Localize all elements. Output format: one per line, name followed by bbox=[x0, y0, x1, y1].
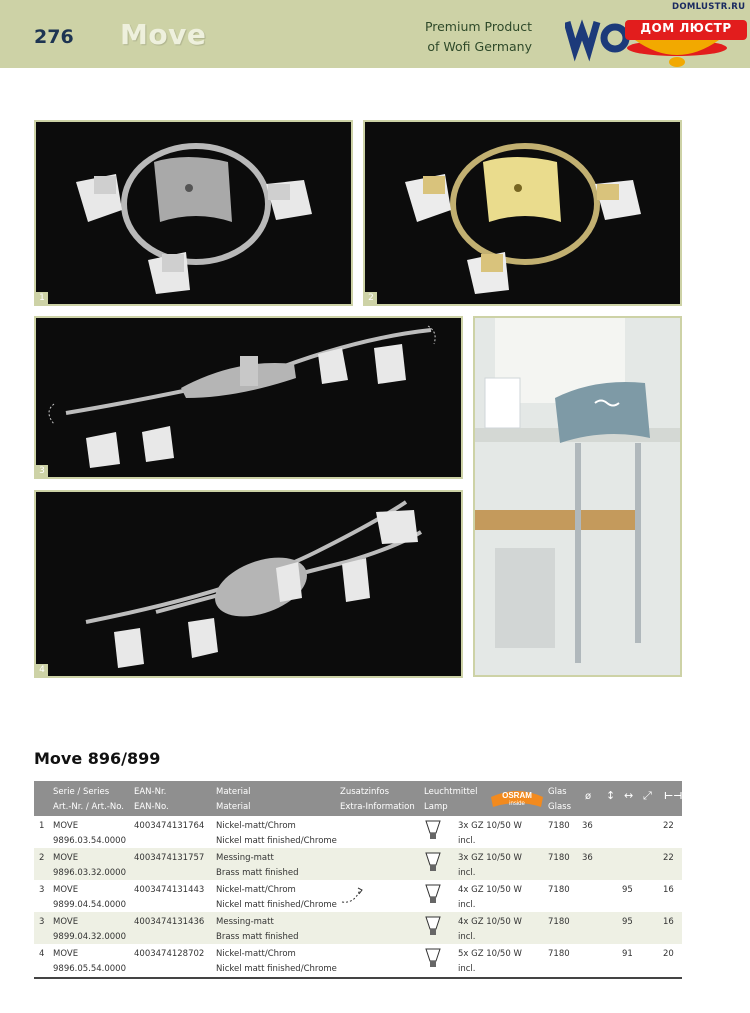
header-lamp-label-1: Leuchtmittel bbox=[424, 787, 478, 797]
row-series: MOVE bbox=[53, 821, 79, 831]
row-lamp-incl: incl. bbox=[458, 932, 476, 942]
row-height: 16 bbox=[663, 885, 674, 895]
svg-text:OSRAM: OSRAM bbox=[502, 791, 532, 800]
row-material-cell bbox=[216, 947, 337, 977]
swivel-arrow-icon bbox=[340, 886, 364, 906]
product-title: Move 896/899 bbox=[34, 749, 161, 768]
header-material-label-2: Material bbox=[216, 802, 251, 812]
row-material-en: Brass matt finished bbox=[216, 932, 299, 942]
row-height: 20 bbox=[663, 949, 674, 959]
row-material-de: Nickel-matt/Chrom bbox=[216, 949, 296, 959]
row-lamp-incl: incl. bbox=[458, 900, 476, 910]
row-length: 91 bbox=[622, 949, 633, 959]
fixture-illustration-3 bbox=[36, 318, 463, 479]
row-material-cell bbox=[216, 819, 337, 849]
row-number: 3 bbox=[39, 917, 45, 927]
header-ean bbox=[134, 785, 169, 815]
row-series-cell bbox=[53, 947, 126, 977]
height-icon: ↕ bbox=[606, 789, 616, 802]
row-glass: 7180 bbox=[548, 821, 570, 831]
row-material-cell bbox=[216, 915, 299, 945]
table-row bbox=[34, 816, 682, 848]
row-ean: 4003474131436 bbox=[134, 917, 205, 927]
row-number: 3 bbox=[39, 885, 45, 895]
row-glass: 7180 bbox=[548, 853, 570, 863]
product-photo-4 bbox=[34, 490, 463, 678]
row-lamp: 4x GZ 10/50 W bbox=[458, 885, 522, 895]
lamp-bulb-icon bbox=[424, 819, 442, 843]
lamp-bulb-icon bbox=[424, 947, 442, 971]
row-lamp: 4x GZ 10/50 W bbox=[458, 917, 522, 927]
table-row bbox=[34, 912, 682, 944]
table-row bbox=[34, 944, 682, 976]
row-length: 95 bbox=[622, 885, 633, 895]
row-material-de: Messing-matt bbox=[216, 917, 274, 927]
premium-line-1: Premium Product bbox=[424, 19, 532, 34]
row-lamp: 3x GZ 10/50 W bbox=[458, 853, 522, 863]
photo-label-1: 1 bbox=[36, 292, 48, 304]
room-illustration bbox=[475, 318, 680, 675]
product-photo-2 bbox=[363, 120, 682, 306]
row-lamp: 3x GZ 10/50 W bbox=[458, 821, 522, 831]
lamp-bulb-icon bbox=[424, 915, 442, 939]
row-series: MOVE bbox=[53, 885, 79, 895]
row-artno: 9896.05.54.0000 bbox=[53, 964, 127, 974]
row-artno: 9899.04.54.0000 bbox=[53, 900, 127, 910]
swivel-icon: ⤢ bbox=[643, 789, 652, 802]
logo-text: ДОМ ЛЮСТР bbox=[640, 21, 732, 35]
diameter-icon: ø bbox=[585, 791, 592, 802]
header-glass-label-2: Glass bbox=[548, 802, 572, 812]
row-lamp-incl: incl. bbox=[458, 868, 476, 878]
product-photo-1 bbox=[34, 120, 353, 306]
row-material-en: Nickel matt finished/Chrome bbox=[216, 900, 337, 910]
header-glass bbox=[548, 785, 571, 815]
row-glass: 7180 bbox=[548, 917, 570, 927]
svg-text:inside: inside bbox=[509, 801, 525, 807]
photo-label-4: 4 bbox=[36, 664, 48, 676]
length-icon: ↔ bbox=[624, 789, 634, 802]
row-number: 4 bbox=[39, 949, 45, 959]
series-title: Move bbox=[120, 18, 207, 51]
row-material-cell bbox=[216, 883, 337, 913]
row-artno: 9896.03.54.0000 bbox=[53, 836, 127, 846]
header-extra bbox=[340, 785, 415, 815]
row-lamp-incl: incl. bbox=[458, 836, 476, 846]
row-lamp-incl: incl. bbox=[458, 964, 476, 974]
lamp-bulb-icon bbox=[424, 883, 442, 907]
row-material-de: Nickel-matt/Chrom bbox=[216, 885, 296, 895]
row-material-cell bbox=[216, 851, 299, 881]
header-lamp-label-2: Lamp bbox=[424, 802, 448, 812]
row-lamp-cell bbox=[458, 819, 522, 849]
row-ean: 4003474131443 bbox=[134, 885, 205, 895]
row-material-de: Nickel-matt/Chrom bbox=[216, 821, 296, 831]
header-material bbox=[216, 785, 251, 815]
row-diameter: 36 bbox=[582, 853, 593, 863]
header-series bbox=[53, 785, 124, 815]
header-lamp bbox=[424, 785, 478, 815]
row-material-en: Nickel matt finished/Chrome bbox=[216, 964, 337, 974]
fixture-illustration-4 bbox=[36, 492, 463, 678]
row-material-en: Brass matt finished bbox=[216, 868, 299, 878]
row-series-cell bbox=[53, 915, 126, 945]
row-series-cell bbox=[53, 819, 126, 849]
row-series: MOVE bbox=[53, 917, 79, 927]
row-lamp-cell bbox=[458, 947, 522, 977]
header-material-label-1: Material bbox=[216, 787, 251, 797]
photo-label-2: 2 bbox=[365, 292, 377, 304]
row-length: 95 bbox=[622, 917, 633, 927]
row-lamp-cell bbox=[458, 851, 522, 881]
row-height: 22 bbox=[663, 821, 674, 831]
row-number: 2 bbox=[39, 853, 45, 863]
premium-line-2: of Wofi Germany bbox=[427, 39, 532, 54]
spec-table bbox=[34, 781, 682, 976]
row-height: 22 bbox=[663, 853, 674, 863]
header-glass-label-1: Glas bbox=[548, 787, 567, 797]
table-row bbox=[34, 848, 682, 880]
fixture-illustration-1 bbox=[36, 122, 353, 306]
row-ean: 4003474131764 bbox=[134, 821, 205, 831]
row-series: MOVE bbox=[53, 853, 79, 863]
header-extra-label-2: Extra-Information bbox=[340, 802, 415, 812]
ceiling-height-icon: ⊢⊣ bbox=[664, 791, 683, 802]
row-series: MOVE bbox=[53, 949, 79, 959]
header-ean-label-2: EAN-No. bbox=[134, 802, 169, 812]
page-number: 276 bbox=[34, 26, 74, 48]
photo-label-3: 3 bbox=[36, 465, 48, 477]
row-artno: 9899.04.32.0000 bbox=[53, 932, 127, 942]
row-lamp-cell bbox=[458, 915, 522, 945]
product-photo-3 bbox=[34, 316, 463, 479]
premium-tagline bbox=[312, 17, 532, 57]
fixture-illustration-2 bbox=[365, 122, 682, 306]
room-photo bbox=[473, 316, 682, 677]
row-lamp-cell bbox=[458, 883, 522, 913]
table-row bbox=[34, 880, 682, 912]
header-ean-label-1: EAN-Nr. bbox=[134, 787, 167, 797]
row-glass: 7180 bbox=[548, 949, 570, 959]
row-ean: 4003474131757 bbox=[134, 853, 205, 863]
header-artno-label: Art.-Nr. / Art.-No. bbox=[53, 802, 124, 812]
row-ean: 4003474128702 bbox=[134, 949, 205, 959]
row-lamp: 5x GZ 10/50 W bbox=[458, 949, 522, 959]
lamp-bulb-icon bbox=[424, 851, 442, 875]
row-number: 1 bbox=[39, 821, 45, 831]
row-series-cell bbox=[53, 851, 126, 881]
header-extra-label-1: Zusatzinfos bbox=[340, 787, 390, 797]
row-material-en: Nickel matt finished/Chrome bbox=[216, 836, 337, 846]
row-artno: 9896.03.32.0000 bbox=[53, 868, 127, 878]
row-height: 16 bbox=[663, 917, 674, 927]
row-series-cell bbox=[53, 883, 126, 913]
header-series-label: Serie / Series bbox=[53, 787, 110, 797]
table-header bbox=[34, 781, 682, 816]
table-bottom-rule bbox=[34, 977, 682, 979]
row-diameter: 36 bbox=[582, 821, 593, 831]
domain-text: DOMLUSTR.RU bbox=[672, 2, 746, 12]
row-glass: 7180 bbox=[548, 885, 570, 895]
row-material-de: Messing-matt bbox=[216, 853, 274, 863]
osram-logo bbox=[489, 787, 545, 809]
